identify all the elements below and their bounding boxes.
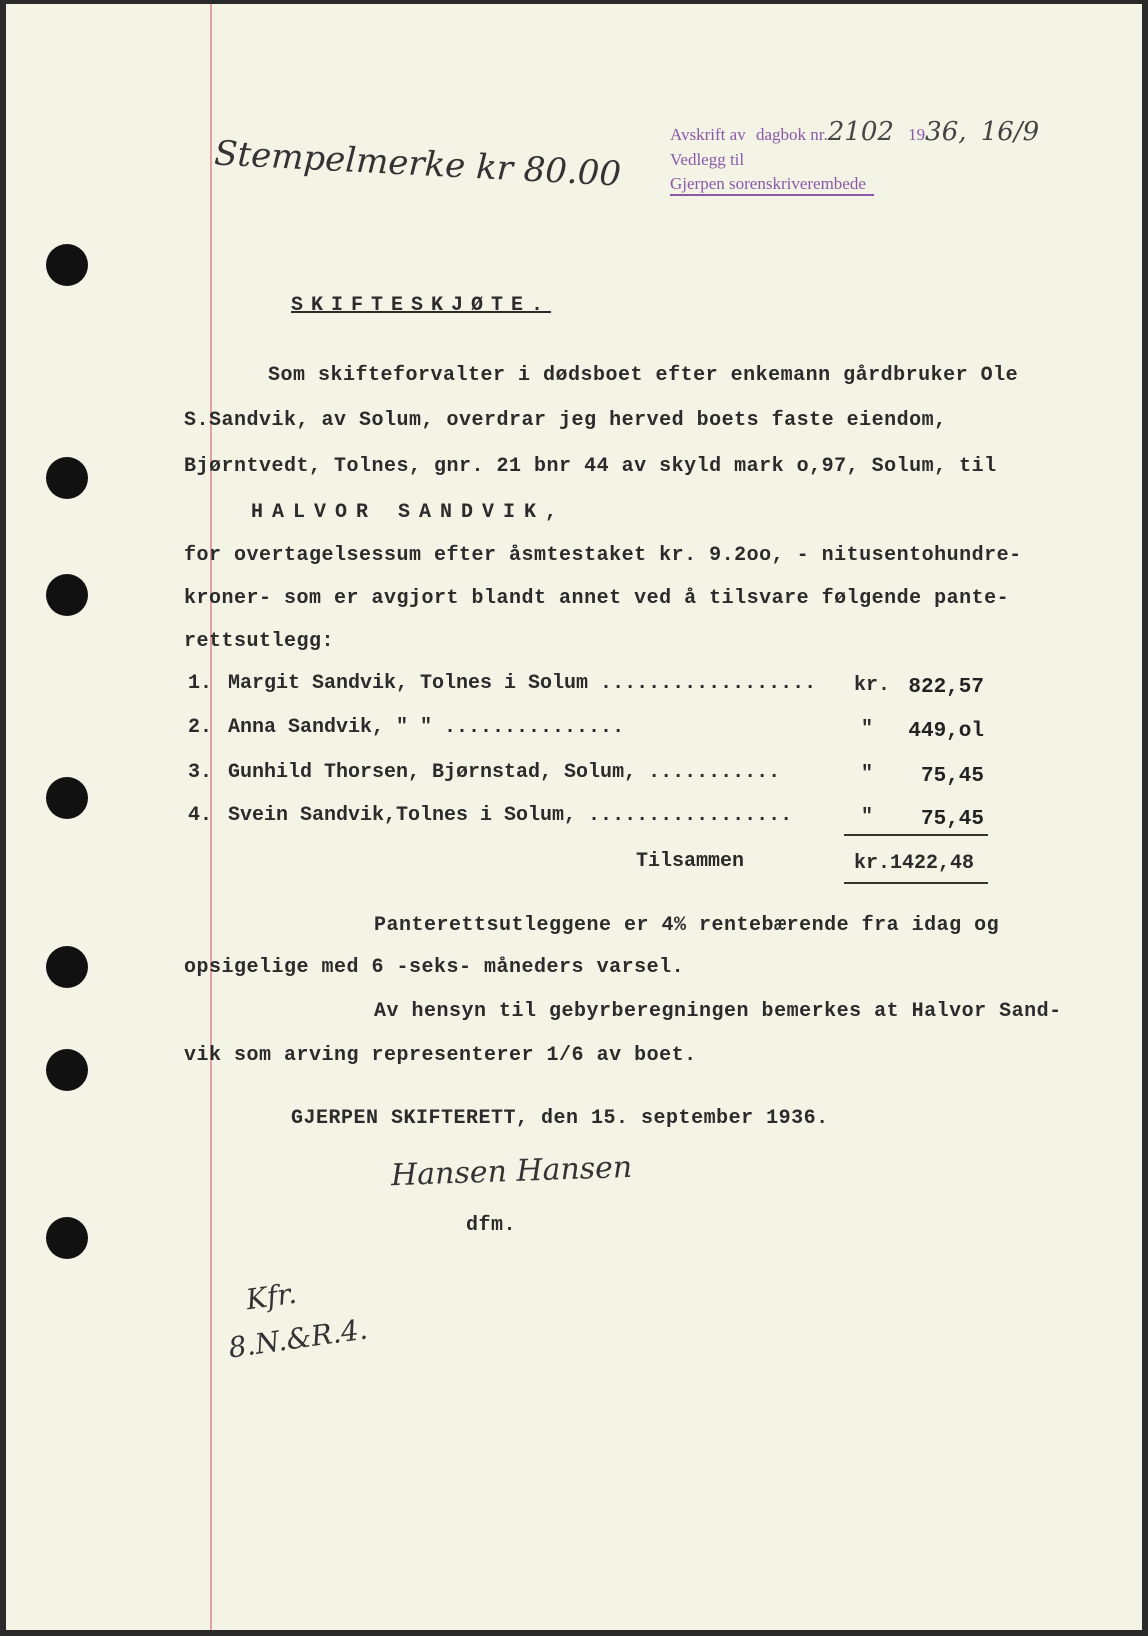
signature-title: dfm. bbox=[466, 1214, 517, 1237]
punch-hole bbox=[46, 244, 88, 286]
year-prefix: 19 bbox=[908, 125, 926, 144]
item-name: Margit Sandvik, Tolnes i Solum .................. bbox=[228, 672, 817, 695]
punch-hole bbox=[46, 1217, 88, 1259]
item-name: Anna Sandvik, " " ............... bbox=[228, 716, 625, 739]
item-amount: 449,ol bbox=[908, 720, 984, 743]
paragraph-line: S.Sandvik, av Solum, overdrar jeg herved boets faste eiendom, bbox=[184, 409, 947, 432]
item-number: 1. bbox=[188, 672, 213, 695]
document-page bbox=[6, 4, 1142, 1630]
annotation-reference: 8.N.&R.4. bbox=[226, 1312, 370, 1365]
item-amount: 75,45 bbox=[920, 765, 984, 788]
item-amount: 75,45 bbox=[920, 808, 984, 831]
paragraph-line: Som skifteforvalter i dødsboet efter enkemann gårdbruker Ole bbox=[268, 364, 1019, 387]
paragraph-line: Bjørntvedt, Tolnes, gnr. 21 bnr 44 av skyld mark o,97, Solum, til bbox=[184, 455, 997, 478]
item-currency: " bbox=[861, 763, 874, 786]
dagbok-number: 2102 bbox=[827, 117, 894, 147]
item-number: 2. bbox=[188, 716, 213, 739]
punch-hole bbox=[46, 777, 88, 819]
item-currency: " bbox=[861, 806, 874, 829]
item-name: Gunhild Thorsen, Bjørnstad, Solum, ........... bbox=[228, 761, 781, 784]
stamp-line-1: Avskrift av bbox=[670, 125, 746, 144]
total-amount: kr.1422,48 bbox=[854, 852, 975, 875]
signature: Hansen Hansen bbox=[390, 1149, 633, 1194]
paragraph-line: Panterettsutleggene er 4% rentebærende fra idag og bbox=[374, 914, 1000, 937]
item-number: 3. bbox=[188, 761, 213, 784]
total-underline bbox=[844, 882, 988, 884]
item-number: 4. bbox=[188, 804, 213, 827]
item-currency: " bbox=[861, 718, 874, 741]
paragraph-line: vik som arving representerer 1/6 av boet. bbox=[184, 1044, 697, 1067]
stamp-fee-note: Stempelmerke kr 80.00 bbox=[213, 133, 623, 195]
item-currency: kr. bbox=[854, 674, 891, 697]
registration-stamp bbox=[670, 117, 1040, 196]
punch-hole bbox=[46, 574, 88, 616]
stamp-line-2: Vedlegg til bbox=[670, 150, 745, 169]
paragraph-line: opsigelige med 6 -seks- måneders varsel. bbox=[184, 956, 685, 979]
paragraph-line: Av hensyn til gebyrberegningen bemerkes at Halvor Sand- bbox=[374, 1000, 1062, 1023]
year-suffix: 36, bbox=[925, 117, 967, 147]
item-name: Svein Sandvik,Tolnes i Solum, ................. bbox=[228, 804, 793, 827]
recipient-name: HALVOR SANDVIK, bbox=[251, 501, 567, 524]
document-title: SKIFTESKJØTE. bbox=[291, 294, 552, 317]
punch-hole bbox=[46, 1049, 88, 1091]
stamp-line-3: Gjerpen sorenskriverembede bbox=[670, 174, 874, 196]
stamp-line-1-suffix: dagbok nr. bbox=[755, 125, 828, 144]
item-amount: 822,57 bbox=[908, 676, 984, 699]
total-label: Tilsammen bbox=[636, 850, 745, 873]
paragraph-line: kroner- som er avgjort blandt annet ved å tilsvare følgende pante- bbox=[184, 587, 1010, 610]
sum-underline bbox=[844, 834, 988, 836]
punch-hole bbox=[46, 457, 88, 499]
registration-date: 16/9 bbox=[980, 117, 1040, 147]
punch-hole bbox=[46, 946, 88, 988]
annotation-kfr: Kfr. bbox=[243, 1276, 299, 1317]
paragraph-line: for overtagelsessum efter åsmtestaket kr. 9.2oo, - nitusentohundre- bbox=[184, 544, 1022, 567]
paragraph-line: rettsutlegg: bbox=[184, 630, 335, 653]
place-and-date: GJERPEN SKIFTERETT, den 15. september 1936. bbox=[291, 1107, 829, 1130]
